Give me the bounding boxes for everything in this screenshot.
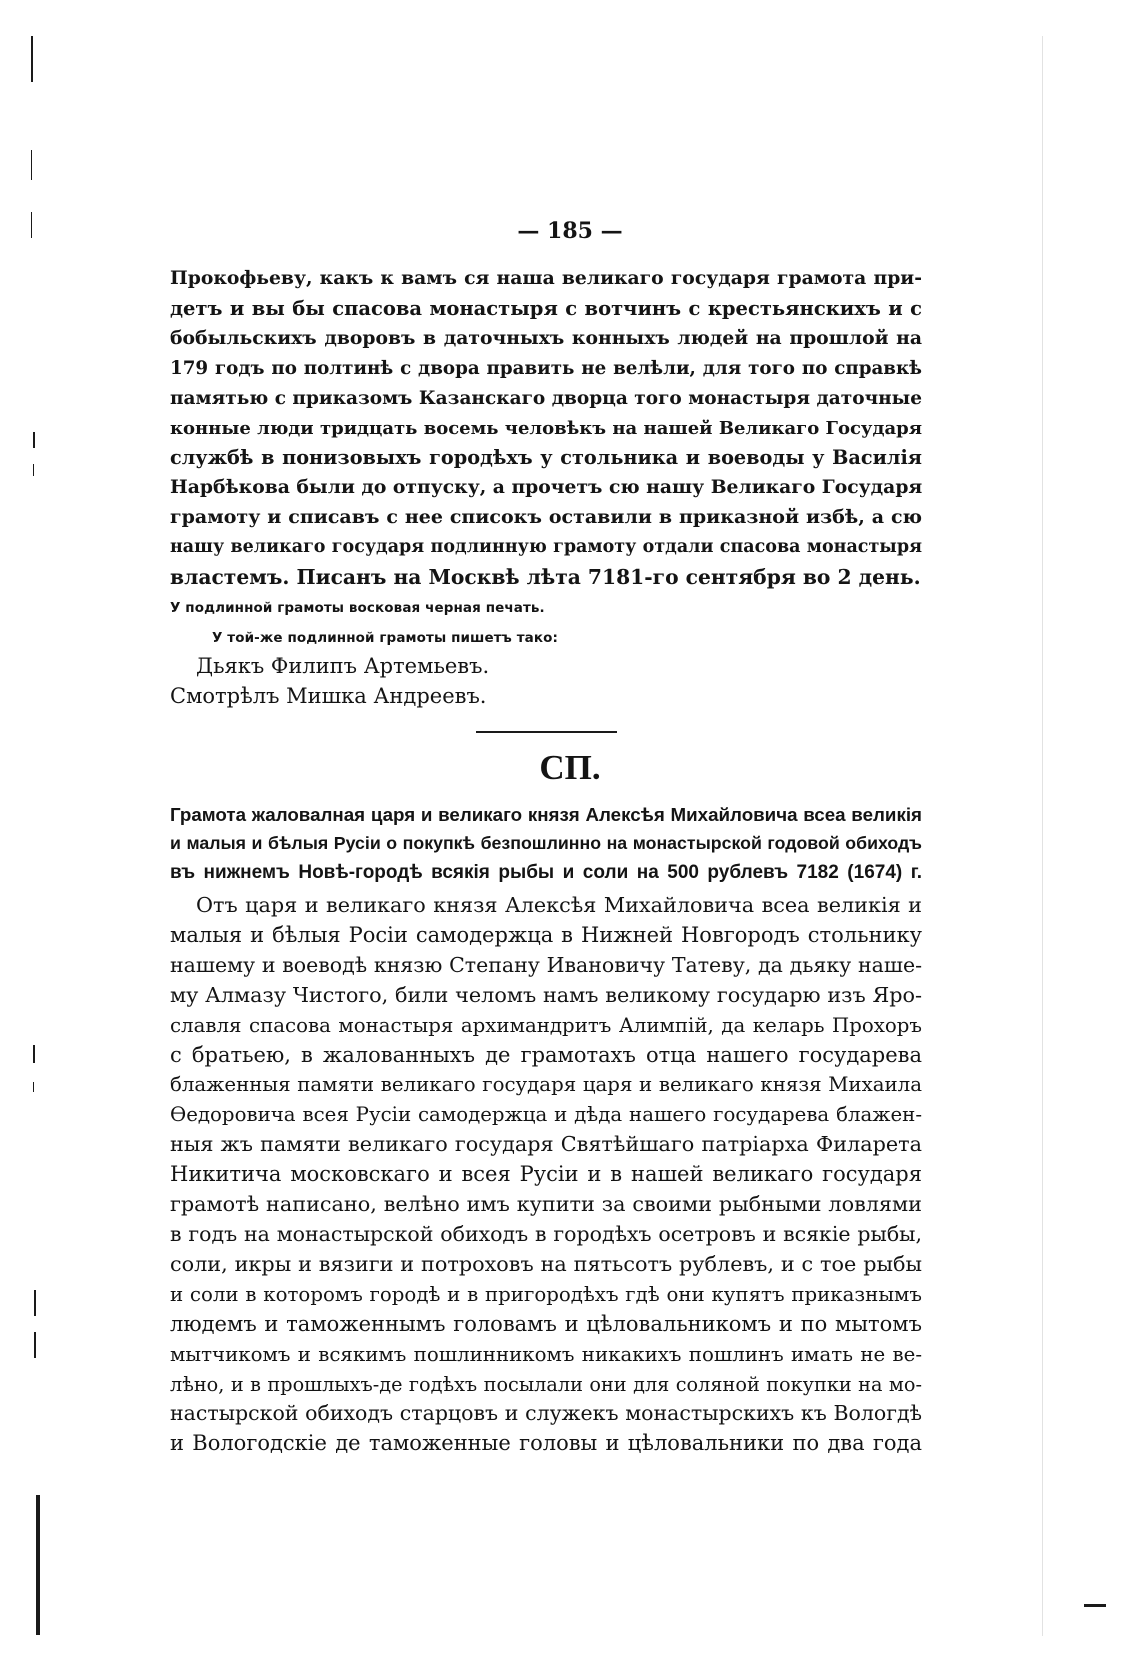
text-line: нашему и воеводѣ князю Степану Ивановичу Татеву, да дьяку наше- [170, 952, 922, 977]
text-line: ныя жъ памяти великаго государя Святѣйшаго патріарха Филарета [170, 1132, 922, 1157]
scan-edge-mark [33, 1082, 34, 1092]
scan-edge-mark [31, 36, 33, 82]
seal-note: У подлинной грамоты восковая черная печать. [170, 600, 545, 616]
text-line: людемъ и таможеннымъ головамъ и цѣловальникомъ и по мытомъ [170, 1311, 922, 1336]
text-line: му Алмазу Чистого, били челомъ намъ великому государю изъ Яро- [170, 982, 922, 1007]
text-line: малыя и бѣлыя Росіи самодержца в Нижней Новгородъ стольнику [170, 922, 922, 947]
text-line: Прокофьеву, какъ к вамъ ся наша великаго государя грамота при- [170, 267, 922, 289]
scan-edge-mark [36, 1495, 40, 1635]
text-line: с братьею, в жалованныхъ де грамотахъ отца нашего государева [170, 1042, 922, 1067]
text-line: и соли в которомъ городѣ и в пригородѣхъ гдѣ они купятъ приказнымъ [170, 1282, 922, 1306]
heading-line: и малыя и бѣлыя Русіи о покупкѣ безпошлинно на монастырской годовой обиходъ [170, 833, 922, 853]
text-line: Нарбѣкова были до отпуску, а прочетъ сю нашу Великаго Государя [170, 476, 923, 499]
text-line: 179 годъ по полтинѣ с двора править не велѣли, для того по справкѣ [170, 357, 922, 379]
continuation-paragraph [170, 264, 922, 593]
text-line: грамотѣ написано, велѣно имъ купити за своими рыбными ловлями [170, 1192, 922, 1217]
checked-signature: Смотрѣлъ Мишка Андреевъ. [170, 684, 487, 708]
clerk-signature: Дьякъ Филипъ Артемьевъ. [196, 654, 490, 678]
scan-edge-mark [1042, 36, 1043, 1636]
text-line: грамоту и списавъ с нее списокъ оставили в приказной избѣ, а сю [170, 506, 922, 529]
scan-edge-mark [33, 464, 34, 476]
text-line: нашу великаго государя подлинную грамоту отдали спасова монастыря [170, 537, 922, 558]
section-number: СП. [539, 748, 601, 787]
text-line: памятью с приказомъ Казанскаго дворца того монастыря даточные [170, 387, 922, 409]
section-heading [170, 800, 922, 887]
text-line: конные люди тридцать восемь человѣкъ на нашей Великаго Государя [170, 417, 922, 439]
text-line: славля спасова монастыря архимандритъ Алимпій, да келарь Прохоръ [170, 1013, 922, 1037]
text-line: властемъ. Писанъ на Москвѣ лѣта 7181-го сентября во 2 день. [170, 565, 921, 590]
text-line: и Вологодскіе де таможенные головы и цѣловальники по два года [170, 1431, 922, 1456]
scan-edge-mark [33, 1045, 35, 1063]
page-number: — 185 — [517, 218, 623, 244]
charter-body [170, 891, 922, 1459]
text-line: Никитича московскаго и всея Русіи и в нашей великаго государя [170, 1162, 922, 1187]
heading-line: Грамота жаловалная царя и великаго князя Алексѣя Михайловича всеа великія [170, 804, 922, 825]
text-line: блаженныя памяти великаго государя царя и великаго князя Михаила [170, 1073, 922, 1097]
scan-edge-mark [31, 150, 32, 180]
text-line: мытчикомъ и всякимъ пошлинникомъ никакихъ пошлинъ имать не ве- [170, 1342, 922, 1366]
section-divider [476, 731, 617, 733]
text-line: Ѳедоровича всея Русіи самодержца и дѣда нашего государева блажен- [170, 1103, 922, 1127]
scan-edge-mark [1084, 1604, 1106, 1607]
scan-edge-mark [34, 1290, 36, 1316]
text-line: соли, икры и вязиги и потроховъ на пятьсотъ рублевъ, и с тое рыбы [170, 1251, 922, 1276]
text-line: бобыльскихъ дворовъ в даточныхъ конныхъ людей на прошлой на [170, 326, 922, 349]
reverse-note: У той-же подлинной грамоты пишетъ тако: [212, 630, 558, 646]
text-line: службѣ в понизовыхъ городѣхъ у стольника и воеводы у Василія [170, 446, 922, 470]
scan-edge-mark [33, 432, 35, 448]
scan-edge-mark [34, 1332, 36, 1358]
text-line: лѣно, и в прошлыхъ-де годѣхъ посылали они для соляной покупки на мо- [170, 1372, 922, 1396]
text-line: настырской обиходъ старцовъ и служекъ монастырскихъ къ Вологдѣ [170, 1401, 922, 1426]
text-line: Отъ царя и великаго князя Алексѣя Михайловича всеа великія и [196, 893, 922, 917]
heading-line: въ нижнемъ Новѣ-городѣ всякія рыбы и соли на 500 рублевъ 7182 (1674) г. [170, 862, 922, 883]
text-line: в годъ на монастырской обиходъ в городѣхъ осетровъ и всякіе рыбы, [170, 1221, 922, 1246]
text-line: детъ и вы бы спасова монастыря с вотчинъ с крестьянскихъ и с [170, 296, 922, 320]
